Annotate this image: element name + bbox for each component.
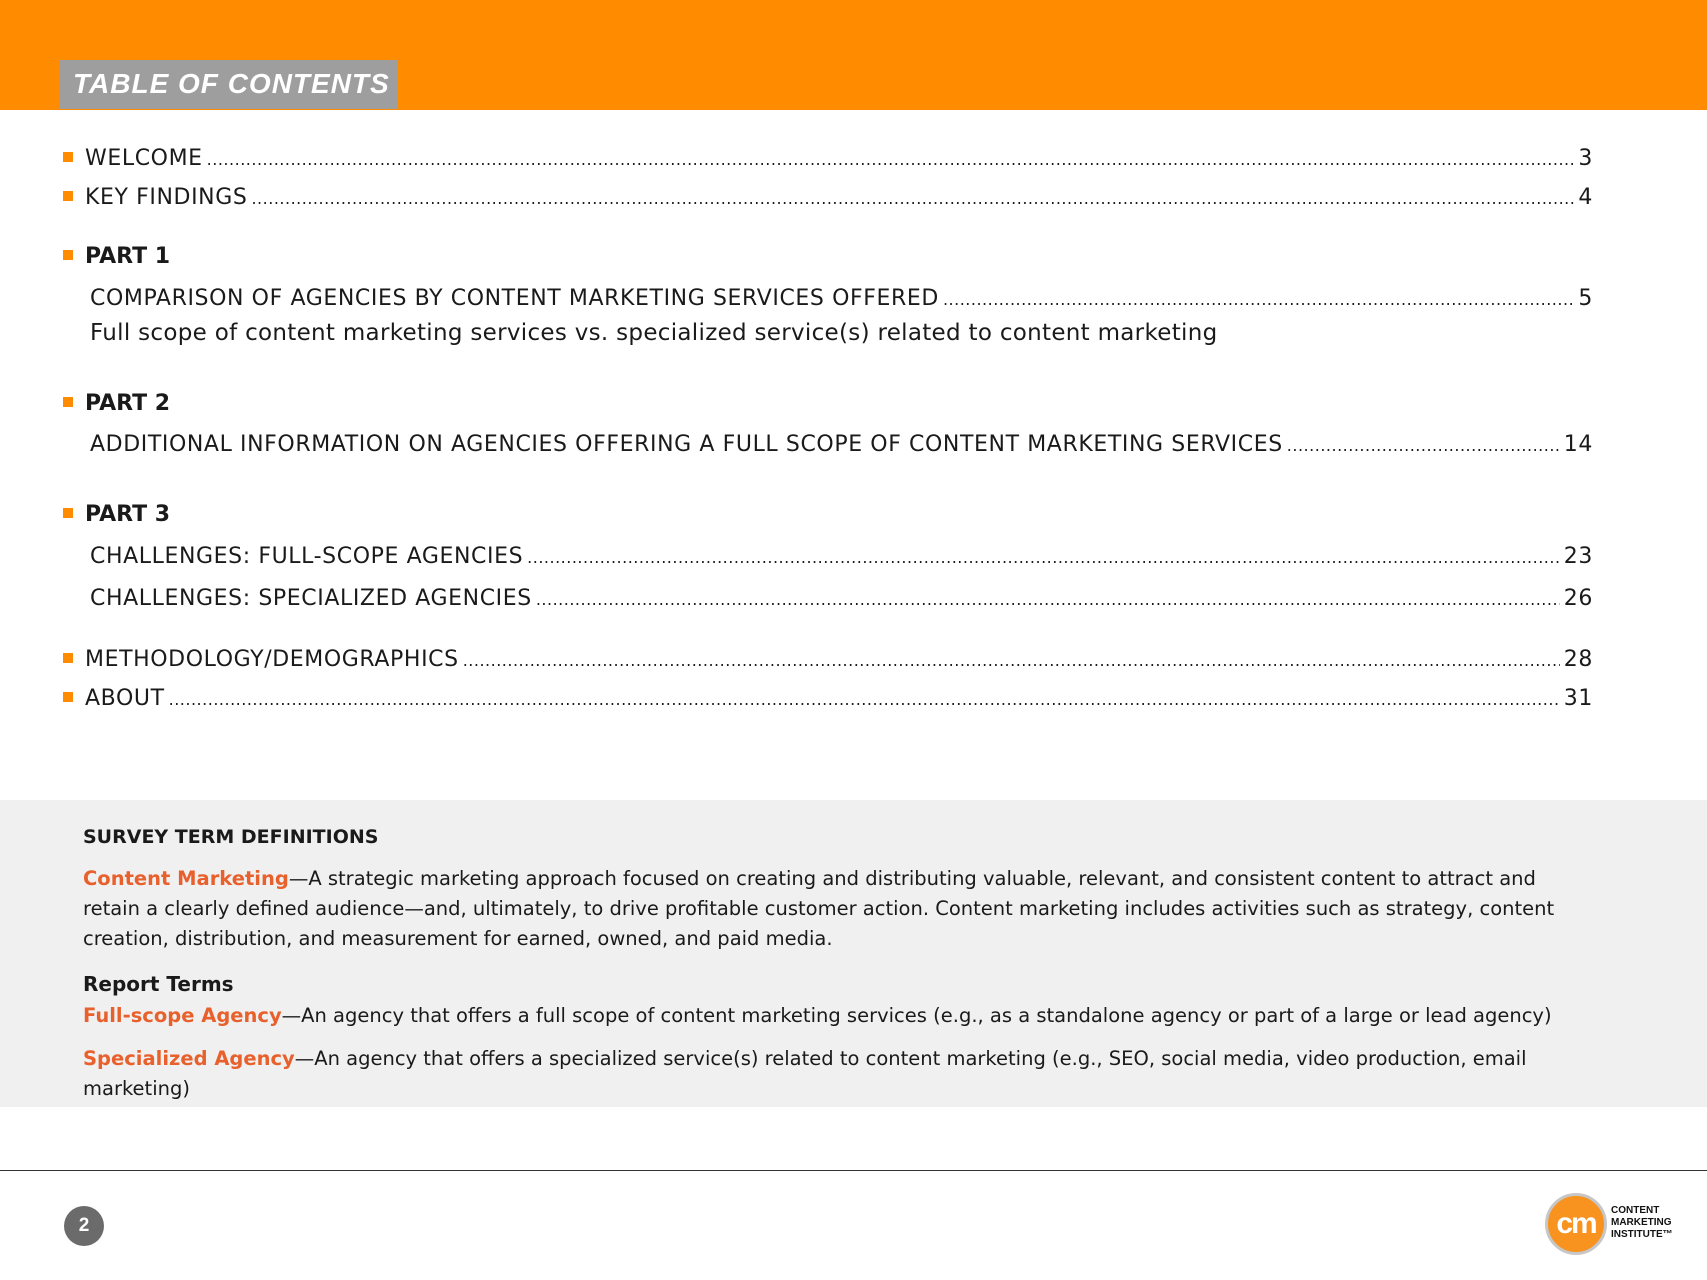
toc-title-box <box>59 60 398 109</box>
definition-content-marketing <box>83 864 1583 954</box>
toc-entry-key-findings[interactable] <box>63 185 1593 210</box>
page-title: TABLE OF CONTENTS <box>73 68 390 99</box>
bullet-icon <box>63 397 73 407</box>
toc-entry-page: 5 <box>1578 286 1593 311</box>
logo-line: MARKETING <box>1611 1217 1672 1228</box>
toc-entry-part-1-comparison[interactable] <box>90 286 1593 311</box>
toc-entry-label: WELCOME <box>85 146 203 171</box>
part-2-label: PART 2 <box>85 391 171 416</box>
part-1-heading <box>63 244 170 269</box>
toc-entry-about[interactable] <box>63 686 1593 711</box>
toc-entry-label: CHALLENGES: SPECIALIZED AGENCIES <box>90 586 532 611</box>
dot-leader <box>527 548 1560 567</box>
toc-entry-methodology[interactable] <box>63 647 1593 672</box>
bullet-icon <box>63 191 73 201</box>
bullet-icon <box>63 692 73 702</box>
term-content-marketing: Content Marketing <box>83 867 289 890</box>
toc-entry-part-3-specialized[interactable] <box>90 586 1593 611</box>
bullet-icon <box>63 508 73 518</box>
logo-line: INSTITUTE™ <box>1611 1229 1673 1240</box>
dot-leader <box>251 189 1574 208</box>
toc-entry-part-3-full-scope[interactable] <box>90 544 1593 569</box>
dot-leader <box>463 651 1560 670</box>
toc-entry-label: ADDITIONAL INFORMATION ON AGENCIES OFFERING A FULL SCOPE OF CONTENT MARKETING SERVICES <box>90 432 1283 457</box>
bullet-icon <box>63 152 73 162</box>
toc-entry-page: 31 <box>1563 686 1593 711</box>
toc-entry-label: METHODOLOGY/DEMOGRAPHICS <box>85 647 459 672</box>
toc-entry-page: 4 <box>1578 185 1593 210</box>
dot-leader <box>943 290 1574 309</box>
bullet-icon <box>63 250 73 260</box>
logo-wordmark <box>1611 1205 1673 1241</box>
dot-leader <box>536 590 1560 609</box>
term-full-scope-agency: Full-scope Agency <box>83 1004 282 1027</box>
part-1-subtext: Full scope of content marketing services vs. specialized service(s) related to content marketing <box>90 320 1218 346</box>
part-1-label: PART 1 <box>85 244 171 269</box>
toc-entry-label: KEY FINDINGS <box>85 185 248 210</box>
toc-entry-page: 28 <box>1563 647 1593 672</box>
dot-leader <box>169 690 1560 709</box>
page-number-badge: 2 <box>64 1206 104 1246</box>
bullet-icon <box>63 653 73 663</box>
toc-entry-label: ABOUT <box>85 686 165 711</box>
toc-entry-welcome[interactable] <box>63 146 1593 171</box>
dot-leader <box>207 150 1575 169</box>
toc-entry-page: 14 <box>1563 432 1593 457</box>
definitions-title: SURVEY TERM DEFINITIONS <box>83 826 379 848</box>
definition-text: —An agency that offers a specialized service(s) related to content marketing (e.g., SEO, social media, video production, email marketing) <box>83 1047 1527 1100</box>
toc-entry-page: 3 <box>1578 146 1593 171</box>
definition-text: —An agency that offers a full scope of content marketing services (e.g., as a standalone agency or part of a large or lead agency) <box>281 1004 1552 1027</box>
toc-entry-page: 23 <box>1563 544 1593 569</box>
footer-rule <box>0 1170 1707 1171</box>
toc-entry-page: 26 <box>1563 586 1593 611</box>
part-3-label: PART 3 <box>85 502 171 527</box>
part-2-heading <box>63 391 170 416</box>
part-3-heading <box>63 502 170 527</box>
definition-specialized-agency <box>83 1044 1583 1104</box>
toc-entry-label: CHALLENGES: FULL-SCOPE AGENCIES <box>90 544 524 569</box>
definition-full-scope-agency <box>83 1001 1583 1031</box>
dot-leader <box>1287 436 1560 455</box>
report-terms-heading: Report Terms <box>83 972 234 996</box>
toc-entry-label: COMPARISON OF AGENCIES BY CONTENT MARKETING SERVICES OFFERED <box>90 286 939 311</box>
cmi-logo <box>1545 1193 1675 1259</box>
term-specialized-agency: Specialized Agency <box>83 1047 295 1070</box>
toc-entry-part-2-additional-info[interactable] <box>90 432 1593 457</box>
cm-logo-icon: cm <box>1545 1193 1607 1255</box>
logo-line: CONTENT <box>1611 1205 1660 1216</box>
definition-text: —A strategic marketing approach focused on creating and distributing valuable, relevant, and consistent content to attract and retain a clearly defined audience—and, ultimately, to drive profitable customer action. Content marketing includes activities such as strategy, content creation, distribution, and measurement for earned, owned, and paid media. <box>83 867 1555 950</box>
